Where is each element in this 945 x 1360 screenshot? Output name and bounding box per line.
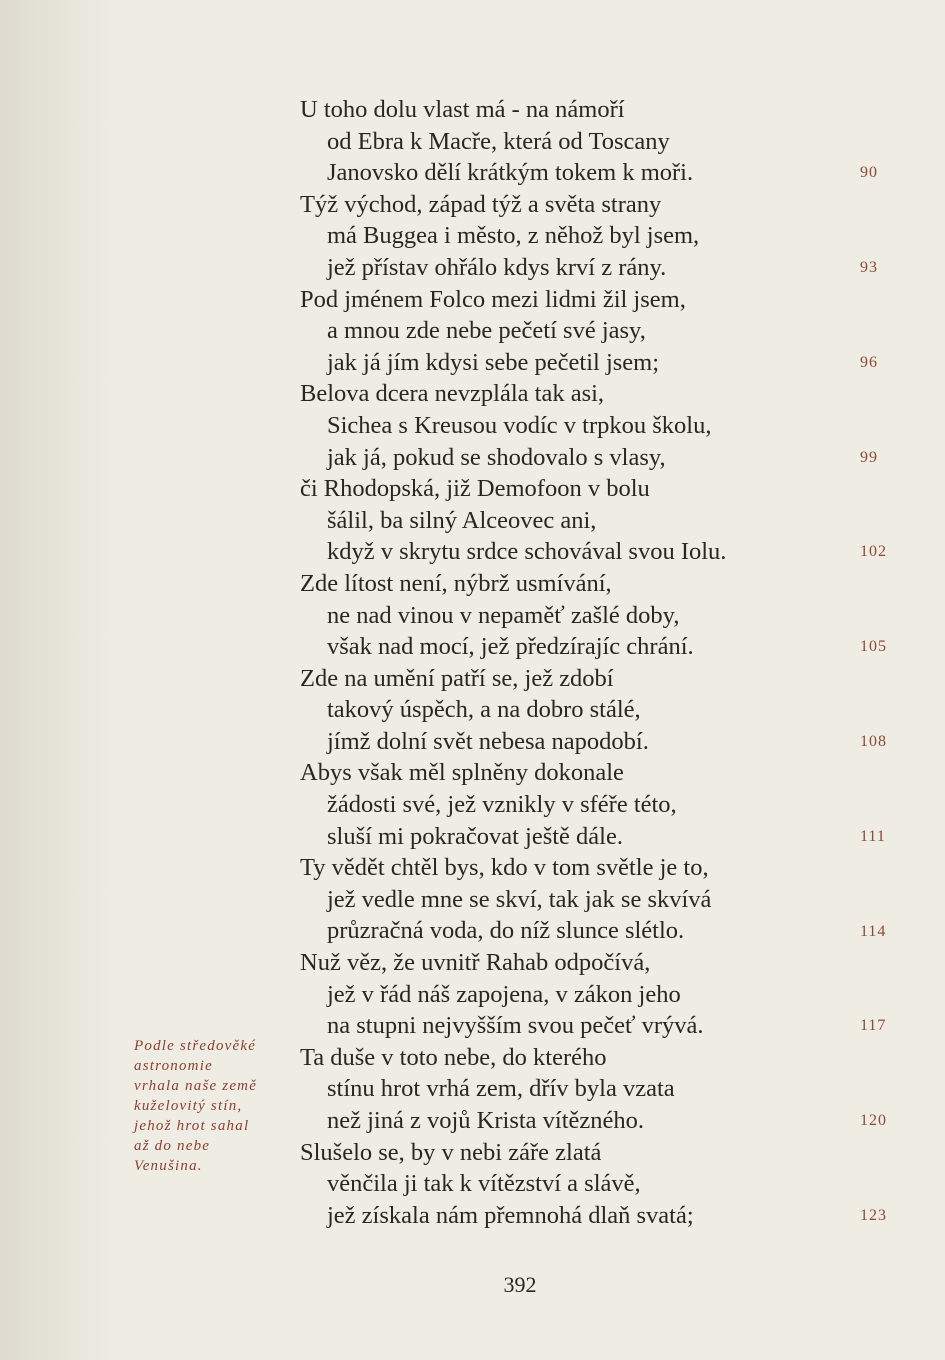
verse-line: jež získala nám přemnohá dlaň svatá;	[327, 1201, 694, 1229]
verse-line: takový úspěch, a na dobro stálé,	[327, 696, 641, 724]
verse-line: Abys však měl splněny dokonale	[300, 759, 624, 787]
line-number: 99	[860, 448, 878, 466]
margin-note	[134, 1036, 284, 1176]
line-number: 93	[860, 259, 878, 276]
verse-line: Ta duše v toto nebe, do kterého	[300, 1043, 607, 1071]
verse-line: Týž východ, západ týž a světa strany	[300, 190, 662, 218]
margin-note-line: vrhala naše země	[134, 1078, 258, 1094]
verse-line: Slušelo se, by v nebi záře zlatá	[300, 1138, 602, 1166]
verse-line: a mnou zde nebe pečetí své jasy,	[327, 317, 646, 345]
verse-line: U toho dolu vlast má - na námoří	[300, 96, 625, 123]
verse-line: Sichea s Kreusou vodíc v trpkou školu,	[327, 411, 712, 439]
verse-line: na stupni nejvyšším svou pečeť vrývá.	[327, 1012, 704, 1040]
verse-line: jímž dolní svět nebesa napodobí.	[327, 727, 649, 755]
page-number: 392	[503, 1272, 537, 1297]
line-number: 105	[860, 638, 887, 656]
verse-line: má Buggea i město, z něhož byl jsem,	[327, 222, 700, 250]
verse-line: však nad mocí, jež předzírajíc chrání.	[327, 633, 694, 661]
verse-line: stínu hrot vrhá zem, dřív byla vzata	[327, 1075, 675, 1103]
verse-line: jak já jím kdysi sebe pečetil jsem;	[327, 348, 660, 376]
verse-line: jež přístav ohřálo kdys krví z rány.	[327, 253, 667, 281]
line-number: 120	[860, 1112, 887, 1130]
verse-line: Janovsko dělí krátkým tokem k moři.	[327, 159, 694, 187]
line-number: 102	[860, 543, 887, 561]
margin-note-line: astronomie	[134, 1058, 213, 1074]
verse-line: od Ebra k Macře, která od Toscany	[327, 127, 670, 155]
verse-line: jež v řád náš zapojena, v zákon jeho	[327, 980, 681, 1008]
line-number: 96	[860, 353, 878, 371]
verse-line: věnčila ji tak k vítězství a slávě,	[327, 1170, 641, 1198]
gutter-shadow	[0, 0, 120, 1360]
margin-note-line: jehož hrot sahal	[134, 1118, 250, 1134]
line-number: 90	[860, 164, 878, 182]
verse-line: Ty vědět chtěl bys, kdo v tom světle je to,	[300, 854, 709, 882]
verse-line: Belova dcera nevzplála tak asi,	[300, 380, 605, 408]
verse-line: či Rhodopská, již Demofoon v bolu	[300, 475, 650, 503]
margin-note-line: Venušina.	[134, 1158, 203, 1174]
verse-line: Pod jménem Folco mezi lidmi žil jsem,	[300, 285, 686, 313]
verse-line: když v skrytu srdce schovával svou Iolu.	[327, 538, 727, 566]
verse-line: jak já, pokud se shodovalo s vlasy,	[327, 443, 666, 471]
line-number: 111	[860, 827, 886, 845]
line-number: 123	[860, 1207, 887, 1224]
margin-note-line: kuželovitý stín,	[134, 1098, 243, 1114]
verse-line: průzračná voda, do níž slunce slétlo.	[327, 917, 685, 945]
line-number: 108	[860, 733, 887, 750]
margin-note-line: Podle středověké	[134, 1038, 257, 1054]
line-number: 114	[860, 922, 887, 940]
verse-line: Zde na umění patří se, jež zdobí	[300, 664, 614, 692]
verse-line: sluší mi pokračovat ještě dále.	[327, 822, 623, 850]
verse-line: Nuž věz, že uvnitř Rahab odpočívá,	[300, 949, 651, 977]
margin-note-line: až do nebe	[134, 1138, 211, 1154]
verse-line: jež vedle mne se skví, tak jak se skvívá	[327, 885, 712, 913]
verse-line: Zde lítost není, nýbrž usmívání,	[300, 569, 612, 597]
verse-line: než jiná z vojů Krista vítězného.	[327, 1107, 645, 1134]
verse-line: ne nad vinou v nepaměť zašlé doby,	[327, 601, 680, 629]
verse-line: žádosti své, jež vznikly v sféře této,	[327, 791, 677, 819]
verse-block	[300, 94, 800, 1231]
verse-line: šálil, ba silný Alceovec ani,	[327, 506, 597, 534]
line-number: 117	[860, 1017, 887, 1035]
